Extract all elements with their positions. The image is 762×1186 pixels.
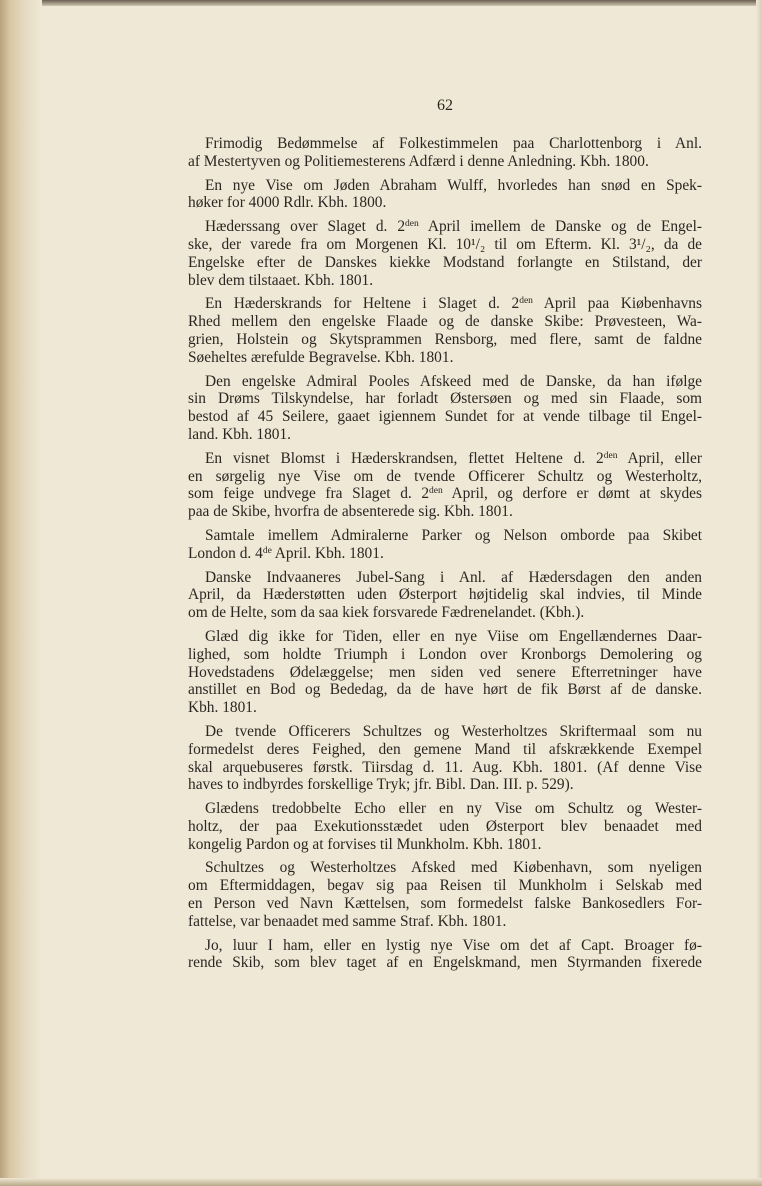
text-segment: Glædens tredobbelte Echo eller en ny Vise om Schultz og Wester- bbox=[205, 800, 702, 818]
text-line bbox=[188, 272, 702, 290]
bibliography-entry bbox=[188, 527, 702, 563]
text-segment: Hovedstadens Ødelæggelse; men siden ved senere Efterretninger have bbox=[188, 663, 702, 681]
text-segment: om de Helte, som da saa kiek forsvarede Fædrenelandet. (Kbh.). bbox=[188, 604, 585, 622]
text-segment: Danske Indvaaneres Jubel-Sang i Anl. af Hædersdagen den anden bbox=[205, 568, 702, 586]
text-segment: Schultzes og Westerholtzes Afsked med Kiøbenhavn, som nyeligen bbox=[205, 859, 702, 877]
text-line bbox=[188, 135, 702, 153]
book-binding-edge bbox=[0, 0, 42, 1186]
text-segment: formedelst deres Feighed, den gemene Mand til afskrækkende Exempel bbox=[188, 740, 702, 758]
text-segment: April, da Hæderstøtten uden Østerport højtidelig skal indvies, til Minde bbox=[188, 586, 702, 604]
superscript-ordinal: den bbox=[603, 450, 618, 461]
text-segment: April, eller bbox=[617, 449, 702, 467]
text-segment: London d. 4 bbox=[188, 544, 263, 562]
text-line bbox=[188, 177, 702, 195]
text-line bbox=[188, 723, 702, 741]
bibliography-entry bbox=[188, 135, 702, 171]
text-line bbox=[188, 295, 702, 313]
bibliography-entry bbox=[188, 177, 702, 213]
text-line bbox=[188, 485, 702, 503]
text-line bbox=[188, 194, 702, 212]
text-segment: bestod af 45 Seilere, gaaet igiennem Sundet for at vende tilbage til Engel- bbox=[188, 408, 702, 426]
text-line bbox=[188, 836, 702, 854]
text-line bbox=[188, 759, 702, 777]
text-column bbox=[188, 135, 702, 978]
text-segment: En Hæderskrands for Heltene i Slaget d. 2 bbox=[205, 295, 520, 313]
text-line bbox=[188, 313, 702, 331]
text-line bbox=[188, 859, 702, 877]
text-line bbox=[188, 373, 702, 391]
bibliography-entry bbox=[188, 800, 702, 853]
page-number: 62 bbox=[437, 97, 453, 114]
text-segment: holtz, der paa Exekutionsstædet uden Østerport blev benaadet med bbox=[188, 817, 702, 835]
text-segment: sin Drøms Tilskyndelse, har forladt Østersøen og med sin Flaade, som bbox=[188, 390, 702, 408]
text-segment: Samtale imellem Admiralerne Parker og Nelson omborde paa Skibet bbox=[205, 526, 702, 544]
text-segment: Kbh. 1801. bbox=[188, 699, 257, 717]
text-line bbox=[188, 586, 702, 604]
bibliography-entry bbox=[188, 859, 702, 930]
text-segment: Jo, luur I ham, eller en lystig nye Vise om det af Capt. Broager fø- bbox=[205, 936, 702, 954]
text-segment: Hæderssang over Slaget d. 2 bbox=[205, 218, 406, 236]
text-segment: Glæd dig ikke for Tiden, eller en nye Viise om Engellændernes Daar- bbox=[205, 627, 702, 645]
text-line bbox=[188, 408, 702, 426]
superscript-ordinal: den bbox=[429, 486, 443, 497]
text-line bbox=[188, 503, 702, 521]
bibliography-entry bbox=[188, 628, 702, 717]
text-line bbox=[188, 426, 702, 444]
text-line bbox=[188, 681, 702, 699]
text-segment: De tvende Officerers Schultzes og Westerholtzes Skriftermaal som nu bbox=[205, 722, 702, 740]
bibliography-entry bbox=[188, 569, 702, 622]
text-line bbox=[188, 895, 702, 913]
text-line bbox=[188, 390, 702, 408]
text-line bbox=[188, 699, 702, 717]
text-segment: grien, Holstein og Skytsprammen Rensborg, med flere, samt de faldne bbox=[188, 330, 702, 348]
text-line bbox=[188, 741, 702, 759]
text-segment: Engelske efter de Danskes kiekke Modstand forlangte en Stilstand, der bbox=[188, 253, 702, 271]
text-segment: haves to indbyrdes forskellige Tryk; jfr. Bibl. Dan. III. p. 529). bbox=[188, 776, 574, 794]
bibliography-entry bbox=[188, 723, 702, 794]
text-segment: blev dem tilstaaet. Kbh. 1801. bbox=[188, 271, 374, 289]
text-line bbox=[188, 776, 702, 794]
text-line bbox=[188, 218, 702, 236]
text-line bbox=[188, 877, 702, 895]
text-line bbox=[188, 468, 702, 486]
text-line bbox=[188, 954, 702, 972]
text-segment: paa de Skibe, hvorfra de absenterede sig. Kbh. 1801. bbox=[188, 503, 513, 521]
text-line bbox=[188, 331, 702, 349]
text-segment: lighed, som holdte Triumph i London over Kronborgs Demolering og bbox=[188, 645, 702, 663]
text-segment: En visnet Blomst i Hæderskrandsen, flettet Heltene d. 2 bbox=[205, 449, 604, 467]
text-segment: rende Skib, som blev taget af en Engelskmand, men Styrmanden fixerede bbox=[188, 954, 702, 972]
text-segment: Rhed mellem den engelske Flaade og de danske Skibe: Prøvesteen, Wa- bbox=[188, 313, 702, 331]
text-segment: en Person ved Navn Kættelsen, som formedelst falske Bankosedlers For- bbox=[188, 895, 702, 913]
text-line bbox=[188, 646, 702, 664]
text-segment: Søeheltes ærefulde Begravelse. Kbh. 1801. bbox=[188, 348, 454, 366]
text-segment: April. Kbh. 1801. bbox=[271, 544, 384, 562]
text-segment: høker for 4000 Rdlr. Kbh. 1800. bbox=[188, 194, 387, 212]
superscript-ordinal: de bbox=[262, 545, 272, 556]
text-line bbox=[188, 545, 702, 563]
page-right-edge bbox=[756, 0, 762, 1186]
text-segment: kongelig Pardon og at forvises til Munkholm. Kbh. 1801. bbox=[188, 835, 542, 853]
text-segment: Frimodig Bedømmelse af Folkestimmelen paa Charlottenborg i Anl. bbox=[205, 135, 702, 152]
text-line bbox=[188, 913, 702, 931]
text-line bbox=[188, 527, 702, 545]
superscript-ordinal: den bbox=[519, 296, 533, 307]
text-segment: skal arquebuseres førstk. Tiirsdag d. 11. Aug. Kbh. 1801. (Af denne Vise bbox=[188, 758, 702, 776]
bibliography-entry bbox=[188, 937, 702, 973]
text-segment: af Mestertyven og Politiemesterens Adfærd i denne Anledning. Kbh. 1800. bbox=[188, 152, 649, 170]
page-top-edge bbox=[0, 0, 762, 6]
text-line bbox=[188, 236, 702, 254]
text-segment: Den engelske Admiral Pooles Afskeed med de Danske, da han ifølge bbox=[205, 372, 702, 390]
text-segment: En nye Vise om Jøden Abraham Wulff, hvorledes han snød en Spek- bbox=[205, 176, 702, 194]
text-line bbox=[188, 254, 702, 272]
text-line bbox=[188, 937, 702, 955]
bibliography-entry bbox=[188, 295, 702, 366]
text-segment: April paa Kiøbenhavns bbox=[532, 295, 702, 313]
page-bottom-edge bbox=[0, 1178, 762, 1186]
text-segment: land. Kbh. 1801. bbox=[188, 425, 292, 443]
text-line bbox=[188, 569, 702, 587]
text-segment: anstillet en Bod og Bededag, da de have hørt de fik Børst af de danske. bbox=[188, 681, 702, 699]
text-segment: som feige undvege fra Slaget d. 2 bbox=[188, 485, 430, 503]
text-segment: om Eftermiddagen, begav sig paa Reisen til Munkholm i Selskab med bbox=[188, 877, 702, 895]
text-segment: ske, der varede fra om Morgenen Kl. 10¹/₂ til om Efterm. Kl. 3¹/₂, da de bbox=[188, 235, 702, 253]
bibliography-entry bbox=[188, 450, 702, 521]
text-line bbox=[188, 153, 702, 171]
text-segment: April, og derfore er dømt at skydes bbox=[442, 485, 702, 503]
text-segment: April imellem de Danske og de Engel- bbox=[418, 218, 702, 236]
text-line bbox=[188, 664, 702, 682]
text-line bbox=[188, 628, 702, 646]
text-line bbox=[188, 349, 702, 367]
text-segment: fattelse, var benaadet med samme Straf. Kbh. 1801. bbox=[188, 912, 507, 930]
bibliography-entry bbox=[188, 218, 702, 289]
text-line bbox=[188, 450, 702, 468]
text-line bbox=[188, 800, 702, 818]
text-line bbox=[188, 604, 702, 622]
text-line bbox=[188, 818, 702, 836]
superscript-ordinal: den bbox=[405, 219, 419, 230]
text-segment: en sørgelig nye Vise om de tvende Officerer Schultz og Westerholtz, bbox=[188, 467, 702, 485]
bibliography-entry bbox=[188, 373, 702, 444]
